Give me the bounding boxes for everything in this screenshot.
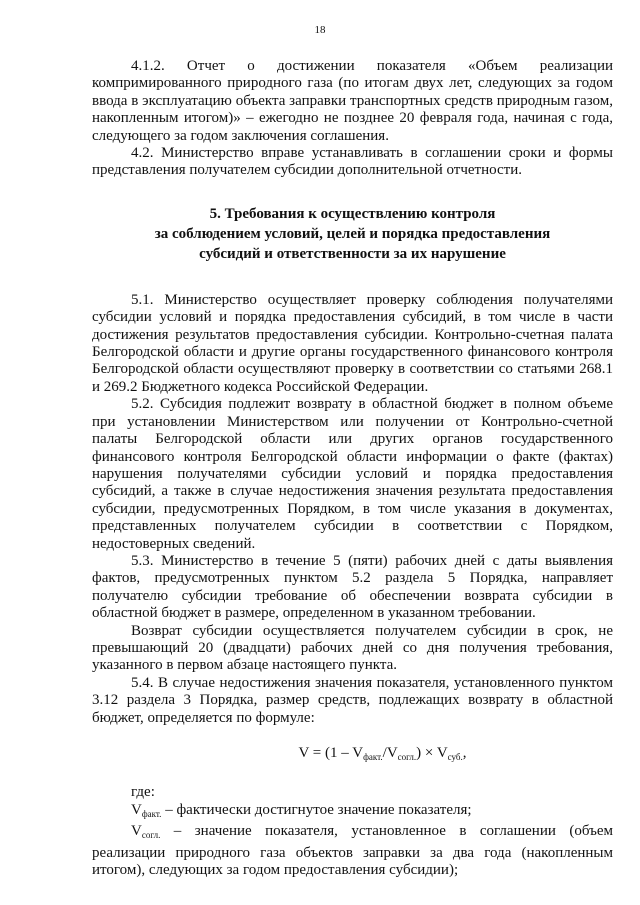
heading-line: 5. Требования к осуществлению контроля — [209, 205, 496, 222]
formula-mid: ) × V — [416, 745, 448, 761]
paragraph-5-4: 5.4. В случае недостижения значения показателя, установленного пунктом 3.12 раздела 3 Порядка, размер средств, подлежащих возврату в областной бюджет, определяется по формуле: — [92, 674, 613, 726]
definition-symbol: V — [131, 801, 142, 818]
definition-subscript: согл. — [141, 830, 161, 841]
document-body — [92, 58, 613, 879]
definition-subscript: факт. — [141, 808, 162, 819]
paragraph-5-1: 5.1. Министерство осуществляет проверку соблюдения получателями субсидии условий и порядка предоставления субсидий, в том числе в части достижения результатов предоставления субсидии. Контрольно-счетная палата Белгородской области и другие органы государственного финансового контроля Белгородской области осуществляют проверку в соответствии со статьями 268.1 и 269.2 Бюджетного кодекса Российской Федерации. — [92, 291, 613, 395]
formula-end: , — [462, 745, 467, 761]
heading-line: за соблюдением условий, целей и порядка предоставления — [154, 225, 551, 242]
formula-lhs: V = (1 – V — [298, 745, 364, 761]
paragraph-4-1-2: 4.1.2. Отчет о достижении показателя «Объем реализации компримированного природного газа (по итогам двух лет, следующих за годом ввода в эксплуатацию объекта заправки транспортных средств природным газом, накопленным итогом)» – ежегодно не позднее 20 февраля года, начиная с года, следующего за годом заключения соглашения. — [92, 58, 613, 144]
heading-line: субсидий и ответственности за их нарушение — [199, 245, 506, 262]
paragraph-4-2: 4.2. Министерство вправе устанавливать в соглашении сроки и формы представления получателем субсидии дополнительной отчетности. — [92, 145, 613, 179]
formula-sub-fact: факт. — [363, 752, 383, 762]
paragraph-5-3: 5.3. Министерство в течение 5 (пяти) рабочих дней с даты выявления фактов, предусмотренных пунктом 5.2 раздела 5 Порядка, направляет получателю субсидии требование об обеспечении возврата субсидии в областной бюджет в размере, определенном в указанном требовании. — [92, 552, 613, 622]
definition-text: – значение показателя, установленное в соглашении (объем реализации природного газа объектов заправки за два года (накопленным итогом), следующих за годом предоставления субсидии); — [92, 823, 613, 879]
paragraph-5-3-return: Возврат субсидии осуществляется получателем субсидии в срок, не превышающий 20 (двадцати) рабочих дней со дня получения требования, указанного в первом абзаце настоящего пункта. — [92, 622, 613, 674]
formula-slash: /V — [382, 745, 398, 761]
return-formula — [152, 745, 613, 766]
definition-symbol: V — [131, 823, 142, 840]
formula-sub-sogl: согл. — [397, 752, 417, 762]
formula-sub-sub: суб. — [447, 752, 463, 762]
page-number: 18 — [314, 24, 326, 36]
definition-v-sogl — [92, 823, 613, 879]
paragraph-5-2: 5.2. Субсидия подлежит возврату в областной бюджет в полном объеме при установлении Министерством или получении от Контрольно-счетной палаты Белгородской области или других органов государственного финансового контроля Белгородской области информации о факте (фактах) нарушения получателями субсидии условий и порядка предоставления субсидий, а также в случае недостижения значения результата предоставления субсидии, предусмотренных Порядком, в том числе указания в документах, представленных получателем субсидии в соответствии с Порядком, недостоверных сведений. — [92, 396, 613, 552]
definition-text: – фактически достигнутое значение показателя; — [161, 801, 472, 818]
definition-v-fact — [92, 802, 613, 823]
section-5-heading — [92, 204, 613, 264]
where-label: где: — [131, 784, 155, 801]
